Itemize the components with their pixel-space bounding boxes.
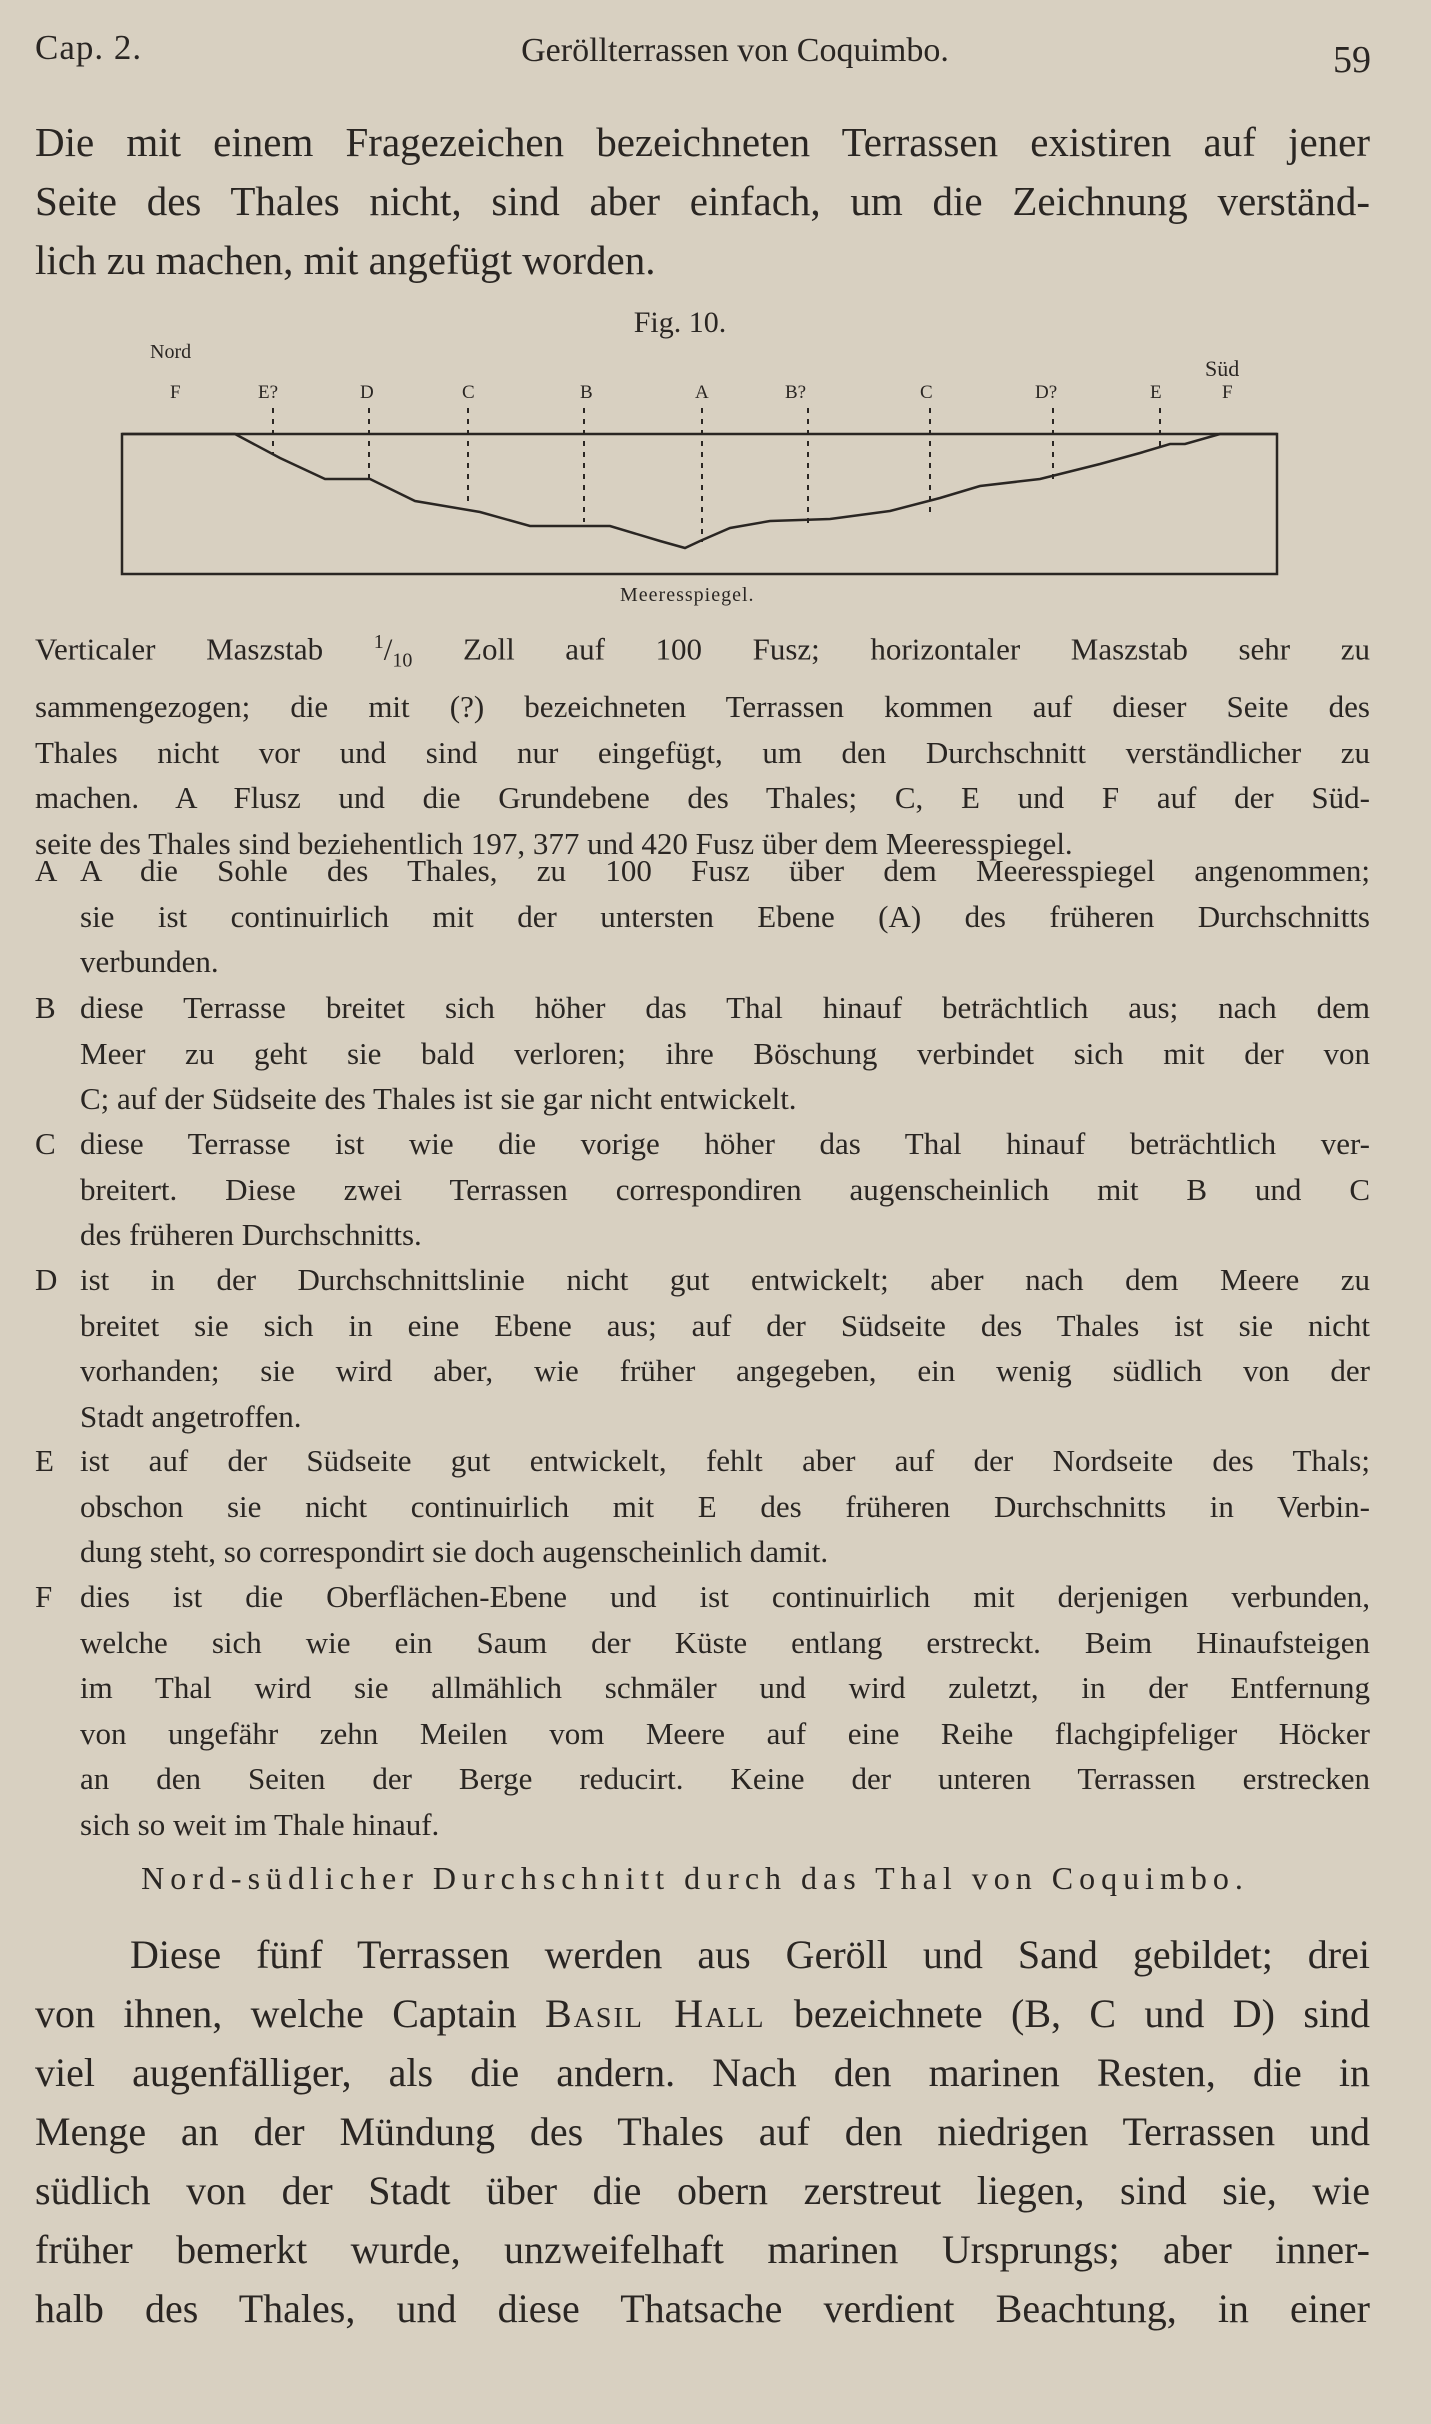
figure-frame xyxy=(122,434,1277,574)
item-line: sie ist continuirlich mit der untersten Ebene (A) des früheren Durchschnitts xyxy=(80,898,1370,934)
terrace-label: C xyxy=(920,382,933,403)
caption-line: Verticaler Maszstab $^1/_{10}$ Zoll auf 100 Fusz; horizontaler Maszstab sehr zu xyxy=(35,631,1371,672)
text-line: von ihnen, welche Captain Basil Hall bezeichnete (B, C und D) sind xyxy=(35,1991,1370,2036)
terrace-description-a xyxy=(35,848,1370,985)
text-line: lich zu machen, mit angefügt worden. xyxy=(35,237,656,283)
item-line: des früheren Durchschnitts. xyxy=(80,1217,422,1252)
text-line: südlich von der Stadt über die obern zerstreut liegen, sind sie, wie xyxy=(35,2168,1370,2213)
item-line: ist auf der Südseite gut entwickelt, fehlt aber auf der Nordseite des Thals; xyxy=(80,1443,1370,1478)
running-title: Geröllterrassen von Coquimbo. xyxy=(521,32,949,69)
caption-line: seite des Thales sind beziehentlich 197, 377 und 420 Fusz über dem Meeresspiegel. xyxy=(35,825,1073,861)
text-line: viel augenfälliger, als die andern. Nach den marinen Resten, die in xyxy=(35,2050,1370,2095)
terrace-description-f xyxy=(35,1574,1370,1847)
section-title: Nord-südlicher Durchschnitt durch das Thal von Coquimbo. xyxy=(141,1860,1249,1896)
item-line: A die Sohle des Thales, zu 100 Fusz über dem Meeresspiegel angenommen; xyxy=(80,853,1370,888)
text-line: Seite des Thales nicht, sind aber einfach, um die Zeichnung verständ- xyxy=(35,178,1370,224)
item-line: Stadt angetroffen. xyxy=(80,1398,302,1434)
text-line: Diese fünf Terrassen werden aus Geröll und Sand gebildet; drei xyxy=(130,1932,1370,1977)
item-label: D xyxy=(35,1262,58,1297)
item-label: C xyxy=(35,1126,56,1161)
intro-paragraph xyxy=(35,113,1370,290)
text-line: früher bemerkt wurde, unzweifelhaft marinen Ursprungs; aber inner- xyxy=(35,2227,1370,2272)
item-line: diese Terrasse breitet sich höher das Thal hinauf beträchtlich aus; nach dem xyxy=(80,990,1370,1025)
terrace-label: A xyxy=(695,382,709,403)
item-line: obschon sie nicht continuirlich mit E des früheren Durchschnitts in Verbin- xyxy=(80,1488,1370,1524)
text-line: Menge an der Mündung des Thales auf den niedrigen Terrassen und xyxy=(35,2109,1370,2154)
terrace-label: D? xyxy=(1035,382,1058,403)
body-paragraph xyxy=(35,1925,1370,2338)
item-label: E xyxy=(35,1443,54,1478)
terrace-description-c xyxy=(35,1121,1370,1258)
sea-level-label: Meeresspiegel. xyxy=(620,584,755,606)
terrace-description-b xyxy=(35,985,1370,1122)
text-line: Die mit einem Fragezeichen bezeichneten Terrassen existiren auf jener xyxy=(35,119,1370,165)
item-line: ist in der Durchschnittslinie nicht gut entwickelt; aber nach dem Meere zu xyxy=(80,1262,1370,1297)
item-line: sich so weit im Thale hinauf. xyxy=(80,1806,440,1842)
valley-profile-line xyxy=(122,434,1277,548)
item-line: verbunden. xyxy=(80,944,219,979)
person-name: Basil Hall xyxy=(544,1991,766,2036)
terrace-description-e xyxy=(35,1438,1370,1575)
valley-cross-section-figure xyxy=(110,336,1290,606)
item-line: breitert. Diese zwei Terrassen correspondiren augenscheinlich mit B und C xyxy=(80,1171,1370,1207)
item-label: F xyxy=(35,1579,53,1614)
terrace-description-d xyxy=(35,1257,1370,1439)
terrace-label: B xyxy=(580,382,593,403)
item-label: B xyxy=(35,990,56,1025)
item-line: diese Terrasse ist wie die vorige höher das Thal hinauf beträchtlich ver- xyxy=(80,1126,1370,1161)
figure-caption xyxy=(35,620,1370,866)
caption-line: sammengezogen; die mit (?) bezeichneten Terrassen kommen auf dieser Seite des xyxy=(35,689,1370,725)
terrace-label: B? xyxy=(785,382,807,403)
item-line: Meer zu geht sie bald verloren; ihre Böschung verbindet sich mit der von xyxy=(80,1035,1370,1071)
item-line: C; auf der Südseite des Thales ist sie gar nicht entwickelt. xyxy=(80,1081,797,1116)
figure-title: Fig. 10. xyxy=(633,306,727,339)
caption-line: Thales nicht vor und sind nur eingefügt, um den Durchschnitt verständlicher zu xyxy=(35,734,1370,770)
caption-line: machen. A Flusz und die Grundebene des Thales; C, E und F auf der Süd- xyxy=(35,780,1370,816)
terrace-label: C xyxy=(462,382,475,403)
terrace-label: E xyxy=(1150,382,1162,403)
south-label: Süd xyxy=(1205,356,1240,381)
terrace-label: E? xyxy=(258,382,279,403)
item-line: an den Seiten der Berge reducirt. Keine der unteren Terrassen erstrecken xyxy=(80,1761,1370,1796)
chapter-label: Cap. 2. xyxy=(35,28,143,67)
item-label: A xyxy=(35,853,58,888)
terrace-markers xyxy=(273,408,1160,542)
running-header xyxy=(35,28,1371,81)
terrace-label: F xyxy=(1222,382,1233,403)
terrace-label: D xyxy=(360,382,374,403)
item-line: dung steht, so correspondirt sie doch augenscheinlich damit. xyxy=(80,1534,829,1569)
page-number: 59 xyxy=(1333,39,1371,81)
item-line: vorhanden; sie wird aber, wie früher angegeben, ein wenig südlich von der xyxy=(80,1353,1370,1388)
north-label: Nord xyxy=(150,341,192,363)
terrace-label: F xyxy=(170,382,181,403)
item-line: von ungefähr zehn Meilen vom Meere auf eine Reihe flachgipfeliger Höcker xyxy=(80,1715,1370,1751)
item-line: dies ist die Oberflächen-Ebene und ist continuirlich mit derjenigen verbunden, xyxy=(80,1579,1370,1614)
item-line: welche sich wie ein Saum der Küste entlang erstreckt. Beim Hinaufsteigen xyxy=(80,1624,1370,1660)
item-line: im Thal wird sie allmählich schmäler und wird zuletzt, in der Entfernung xyxy=(80,1670,1370,1705)
text-line: halb des Thales, und diese Thatsache verdient Beachtung, in einer xyxy=(35,2286,1370,2331)
item-line: breitet sie sich in eine Ebene aus; auf der Südseite des Thales ist sie nicht xyxy=(80,1307,1370,1343)
